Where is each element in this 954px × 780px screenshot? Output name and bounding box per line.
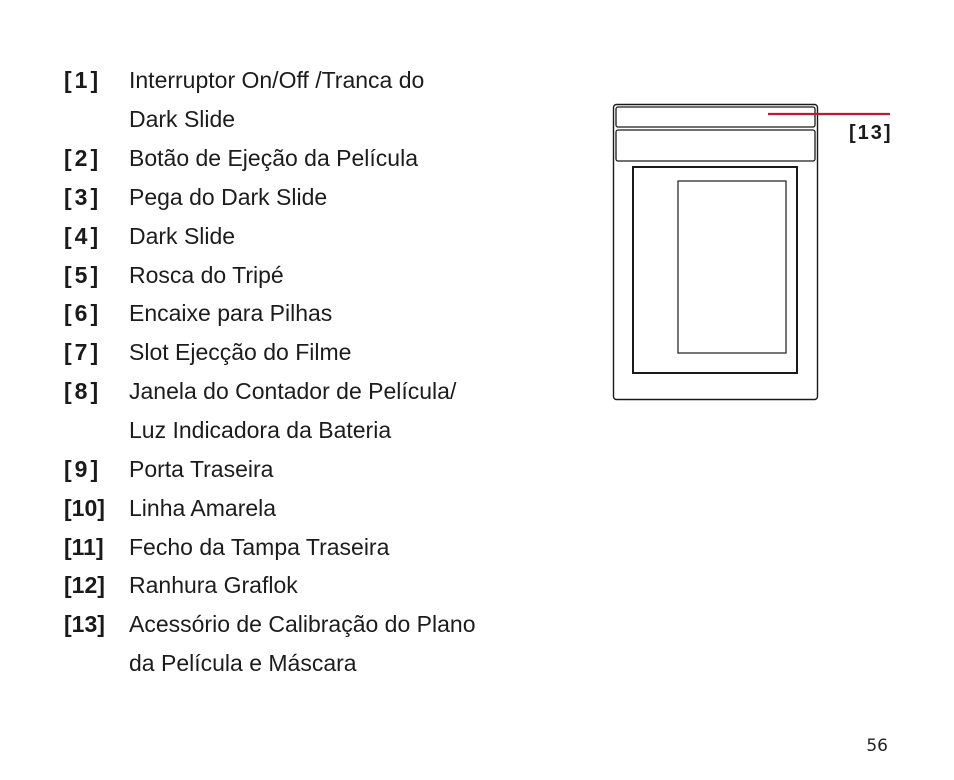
item-label: Slot Ejecção do Filme	[129, 339, 352, 365]
item-label: Porta Traseira	[129, 456, 274, 482]
item-number: [4]	[64, 223, 102, 249]
item-number: [7]	[64, 339, 102, 365]
item-label: Janela do Contador de Película/	[129, 378, 457, 404]
item-number: [9]	[64, 456, 102, 482]
item-number: [13]	[64, 611, 105, 637]
item-label: Linha Amarela	[129, 495, 277, 521]
item-label: Acessório de Calibração do Plano	[129, 611, 476, 637]
page-number: 56	[866, 736, 888, 756]
item-number: [8]	[64, 378, 102, 404]
item-number: [6]	[64, 300, 102, 326]
item-number: [12]	[64, 572, 105, 598]
item-label: da Película e Máscara	[129, 650, 357, 676]
item-number: [10]	[64, 495, 105, 521]
film-frame	[633, 167, 797, 373]
item-label: Interruptor On/Off /Tranca do	[129, 67, 425, 93]
item-label: Botão de Ejeção da Película	[129, 145, 418, 171]
outer-frame	[614, 105, 818, 400]
item-label: Fecho da Tampa Traseira	[129, 534, 390, 560]
item-label: Encaixe para Pilhas	[129, 300, 333, 326]
calibration-accessory-diagram	[612, 103, 822, 403]
callout-label: [13]	[849, 122, 893, 144]
item-label: Rosca do Tripé	[129, 262, 284, 288]
callout-line	[766, 110, 892, 120]
item-label: Dark Slide	[129, 223, 236, 249]
item-number: [3]	[64, 184, 102, 210]
mask-window	[678, 181, 786, 353]
item-label: Pega do Dark Slide	[129, 184, 328, 210]
item-label: Ranhura Graflok	[129, 572, 298, 598]
item-label: Dark Slide	[129, 106, 236, 132]
item-number: [11]	[64, 534, 104, 560]
item-number: [5]	[64, 262, 102, 288]
item-number: [2]	[64, 145, 102, 171]
item-label: Luz Indicadora da Bateria	[129, 417, 392, 443]
item-number: [1]	[64, 67, 102, 93]
second-slot	[616, 130, 815, 161]
